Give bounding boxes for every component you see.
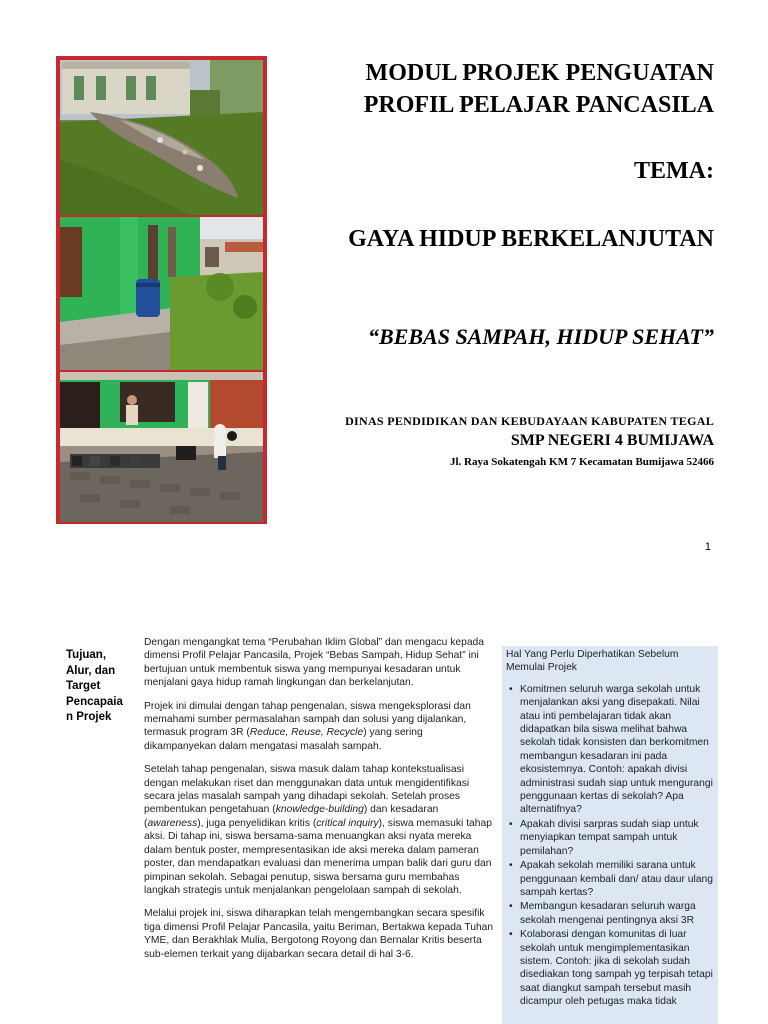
body-text: Projek ini dimulai dengan tahap pengenalan, siswa mengeksplorasi dan memahami sumber permasalahan sampah dan solusi yang dijalankan, termasuk program 3R ( bbox=[144, 700, 471, 739]
section-heading-line: n Projek bbox=[66, 711, 112, 723]
section-heading-line: Pencapaia bbox=[66, 695, 123, 708]
body-term: critical inquiry bbox=[316, 817, 379, 829]
body-term: awareness bbox=[147, 817, 198, 829]
section-heading-line: Alur, dan bbox=[66, 664, 116, 677]
body-paragraph bbox=[144, 636, 494, 690]
cover-agency: DINAS PENDIDIKAN DAN KEBUDAYAAN KABUPATEN TEGAL bbox=[345, 414, 714, 428]
cover-title-line1: MODUL PROJEK PENGUATAN bbox=[365, 60, 714, 86]
sidebar-title: Hal Yang Perlu Diperhatikan Sebelum Memulai Projek bbox=[506, 649, 679, 674]
cover-address: Jl. Raya Sokatengah KM 7 Kecamatan Bumijawa 52466 bbox=[450, 456, 714, 468]
section-heading-line: Tujuan, bbox=[66, 649, 107, 661]
body-text: ), siswa memasuki tahap aksi. Di tahap ini, siswa bersama-sama menuangkan aksi nyata mereka dalam bentuk poster, mempresentasikan ide aksi mereka dalam pameran poster, dan mendapatkan evaluasi dan menerima umpan balik dari guru dan pimpinan sekolah. Sebagai penutup, siswa bersama guru membahas langkah strategis untuk menjalankan pengelolaan sampah di sekolah. bbox=[144, 817, 492, 896]
body-paragraph bbox=[144, 907, 494, 961]
section-heading bbox=[66, 648, 128, 726]
photo-school-corridor bbox=[60, 217, 263, 370]
sidebar-notes bbox=[502, 646, 718, 1024]
body-paragraph bbox=[144, 763, 494, 897]
sidebar-item: • Komitmen seluruh warga sekolah untuk menjalankan aksi yang disepakati. Nilai atau inti pembelajaran tidak akan didapatkan bila siswa melihat bahwa sekolah tidak konsisten dan berkomitmen membangun kesadaran ini pada ekosistemnya. Contoh: apakah divisi administrasi sudah siap untuk mengurangi penggunaan kertas di sekolah? Apa alternatifnya? bbox=[520, 683, 714, 817]
section-body bbox=[144, 636, 494, 971]
photo-trash-slope bbox=[60, 60, 263, 215]
cover-theme-label: TEMA: bbox=[634, 158, 714, 184]
body-text: ) yang sering dikampanyekan dalam mengatasi masalah sampah. bbox=[144, 727, 423, 752]
body-term: Reduce, Reuse, Recycle bbox=[249, 727, 364, 739]
sidebar-item: • Apakah divisi sarpras sudah siap untuk menyiapkan tempat sampah untuk pemilahan? bbox=[520, 818, 714, 858]
cover-theme: GAYA HIDUP BERKELANJUTAN bbox=[348, 226, 714, 252]
body-text: ) dan kesadaran ( bbox=[144, 804, 439, 829]
section-heading-line: Target bbox=[66, 680, 101, 692]
body-paragraph bbox=[144, 700, 494, 754]
body-text: Dengan mengangkat tema “Perubahan Iklim Global” dan mengacu kepada dimensi Profil Pelajar Pancasila, Projek “Bebas Sampah, Hidup Sehat” ini bertujuan untuk membentuk siswa yang mempunyai kesadaran untuk menjalani gaya hidup ramah lingkungan dan berkelanjutan. bbox=[144, 637, 485, 689]
sidebar-list bbox=[506, 683, 714, 1009]
body-text: Setelah tahap pengenalan, siswa masuk dalam tahap kontekstualisasi dengan melakukan riset dan menggunakan data untuk mengidentifikasi secara jelas masalah sampah yang dihadapi sekolah. Setelah proses pembentukan pengetahuan ( bbox=[144, 764, 470, 816]
page-number: 1 bbox=[704, 541, 711, 553]
cover-title-line2: PROFIL PELAJAR PANCASILA bbox=[363, 92, 714, 118]
sidebar-item: • Apakah sekolah memiliki sarana untuk penggunaan kembali dan/ atau daur ulang sampah kertas? bbox=[520, 859, 714, 899]
body-text: ), juga penyelidikan kritis ( bbox=[197, 817, 317, 829]
sidebar-item: • Membangun kesadaran seluruh warga sekolah mengenai pentingnya aksi 3R bbox=[520, 900, 714, 927]
sidebar-item: • Kolaborasi dengan komunitas di luar sekolah untuk mengimplementasikan sistem. Contoh: jika di sekolah sudah disediakan tong sampah yg terpisah tetapi saat diangkut sampah tersebut masih dicampur oleh petugas maka tidak bbox=[520, 928, 714, 1008]
body-text: Melalui projek ini, siswa diharapkan telah mengembangkan secara spesifik tiga dimensi Profil Pelajar Pancasila, yaitu Beriman, Bertakwa kepada Tuhan YME, dan Berakhlak Mulia, Bergotong Royong dan Bernalar Kritis beserta sub-elemen terkait yang dijabarkan secara detail di hal 3-6. bbox=[144, 908, 494, 960]
cover-photo-collage bbox=[56, 56, 267, 524]
cover-tagline: “BEBAS SAMPAH, HIDUP SEHAT” bbox=[368, 324, 714, 349]
cover-school: SMP NEGERI 4 BUMIJAWA bbox=[510, 432, 714, 449]
body-term: knowledge-building bbox=[275, 804, 364, 816]
photo-students-activity bbox=[60, 372, 263, 522]
